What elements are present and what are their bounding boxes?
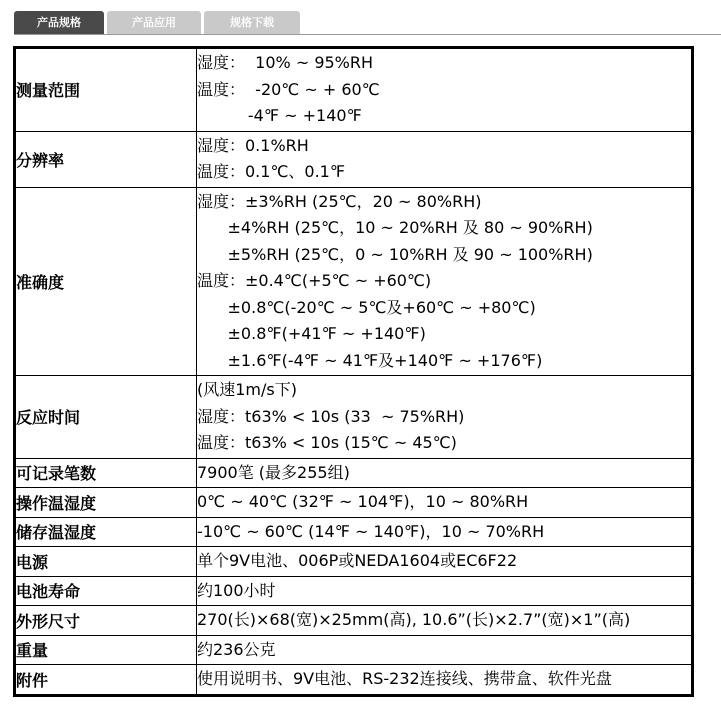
spec-value-line: 湿度：0.1%RH [197, 135, 309, 155]
spec-table [15, 48, 692, 695]
spec-value-line: 约100小时 [197, 580, 276, 600]
spec-value [197, 187, 692, 376]
spec-row [16, 635, 692, 665]
spec-label: 反应时间 [16, 376, 197, 459]
spec-row [16, 606, 692, 636]
spec-row [16, 187, 692, 376]
spec-row [16, 376, 692, 459]
spec-value-line: 湿度：±3%RH (25℃，20 ~ 80%RH) [197, 191, 482, 211]
spec-value [197, 517, 692, 547]
spec-value [197, 488, 692, 518]
spec-value-line: ±0.8℉(+41℉ ~ +140℉) [197, 324, 426, 343]
spec-value-line: -10℃ ~ 60℃ (14℉ ~ 140℉)，10 ~ 70%RH [197, 521, 545, 541]
spec-value-line: ±0.8℃(-20℃ ~ 5℃及+60℃ ~ +80℃) [197, 297, 536, 317]
spec-value [197, 458, 692, 488]
spec-value [197, 606, 692, 636]
spec-value-line: ±4%RH (25℃，10 ~ 20%RH 及 80 ~ 90%RH) [197, 218, 593, 237]
spec-label: 分辨率 [16, 131, 197, 187]
spec-label: 测量范围 [16, 49, 197, 132]
tab-bar-divider [14, 34, 721, 35]
spec-value-line: 7900笔 (最多255组) [197, 462, 350, 482]
spec-value [197, 635, 692, 665]
spec-table-body [16, 49, 692, 695]
spec-label: 电源 [16, 547, 197, 577]
spec-row [16, 458, 692, 488]
spec-value [197, 665, 692, 695]
spec-value [197, 131, 692, 187]
spec-value-line: 温度： -20℃ ~ + 60℃ [197, 79, 380, 99]
spec-row [16, 665, 692, 695]
spec-value-line: 0℃ ~ 40℃ (32℉ ~ 104℉)，10 ~ 80%RH [197, 492, 529, 511]
spec-label: 储存温湿度 [16, 517, 197, 547]
spec-value-line: (风速1m/s下) [197, 380, 297, 399]
spec-label: 准确度 [16, 187, 197, 376]
spec-value [197, 49, 692, 132]
tab-bar [0, 0, 721, 37]
spec-value-line: 约236公克 [197, 639, 276, 659]
spec-row [16, 517, 692, 547]
tab-product-applications[interactable]: 产品应用 [107, 11, 201, 34]
spec-value-line: 单个9V电池、006P或NEDA1604或EC6F22 [197, 551, 518, 570]
spec-row [16, 49, 692, 132]
tab-spec-download[interactable]: 规格下载 [204, 11, 300, 34]
spec-value-line: 湿度： 10% ~ 95%RH [197, 53, 374, 72]
spec-label: 操作温湿度 [16, 488, 197, 518]
spec-value-line: 温度：0.1℃、0.1℉ [197, 162, 346, 181]
spec-value-line: ±5%RH (25℃，0 ~ 10%RH 及 90 ~ 100%RH) [197, 244, 593, 264]
spec-table-frame [13, 46, 694, 697]
spec-value [197, 576, 692, 606]
spec-label: 附件 [16, 665, 197, 695]
spec-value-line: 温度：±0.4℃(+5℃ ~ +60℃) [197, 271, 432, 290]
spec-row [16, 547, 692, 577]
spec-value-line: 温度：t63% < 10s (15℃ ~ 45℃) [197, 433, 457, 452]
spec-row [16, 576, 692, 606]
spec-value-line: 使用说明书、9V电池、RS-232连接线、携带盒、软件光盘 [197, 669, 612, 688]
tab-product-specs[interactable]: 产品规格 [14, 11, 104, 34]
spec-row [16, 488, 692, 518]
spec-value [197, 547, 692, 577]
spec-value-line: -4℉ ~ +140℉ [197, 106, 362, 125]
spec-label: 可记录笔数 [16, 458, 197, 488]
spec-value [197, 376, 692, 459]
spec-label: 重量 [16, 635, 197, 665]
spec-label: 外形尺寸 [16, 606, 197, 636]
spec-value-line: 270(长)×68(宽)×25mm(高), 10.6”(长)×2.7”(宽)×1”(高) [197, 610, 631, 629]
spec-row [16, 131, 692, 187]
spec-label: 电池寿命 [16, 576, 197, 606]
spec-value-line: 湿度：t63% < 10s (33 ~ 75%RH) [197, 406, 465, 426]
spec-value-line: ±1.6℉(-4℉ ~ 41℉及+140℉ ~ +176℉) [197, 350, 543, 370]
